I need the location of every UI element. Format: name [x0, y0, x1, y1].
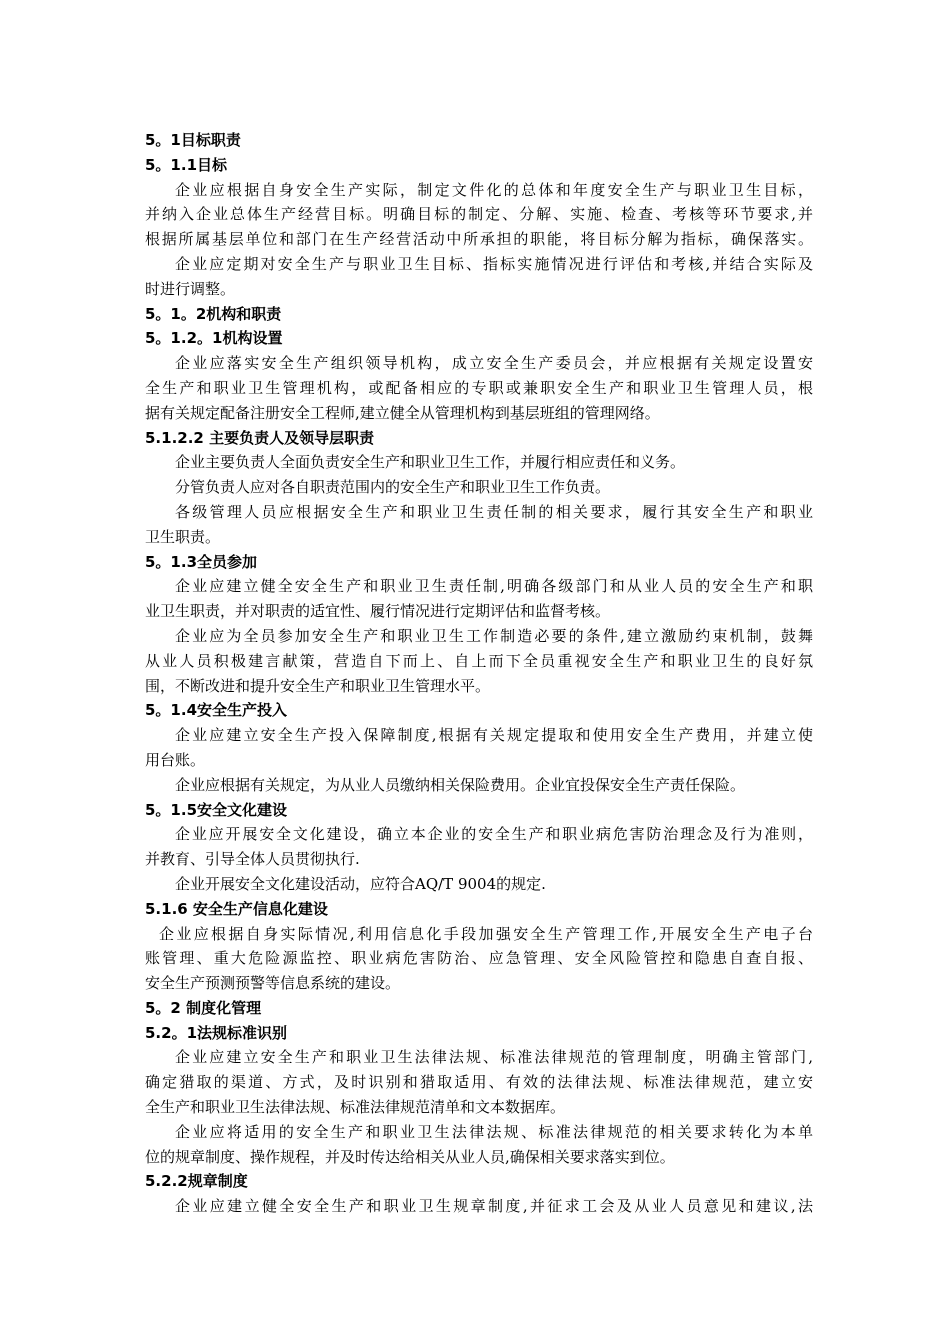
paragraph-line: 企业应建立安全生产投入保障制度,根据有关规定提取和使用安全生产费用，并建立使: [175, 726, 813, 745]
paragraph-line: 企业应根据有关规定，为从业人员缴纳相关保险费用。企业宜投保安全生产责任保险。: [175, 775, 746, 794]
paragraph-line: 企业应将适用的安全生产和职业卫生法律法规、标准法律规范的相关要求转化为本单: [175, 1122, 813, 1141]
section-heading: 5。1目标职责: [145, 131, 241, 149]
paragraph-line: 企业开展安全文化建设活动，应符合AQ/T 9004的规定.: [175, 874, 546, 893]
paragraph-line: 企业应建立健全安全生产和职业卫生责任制,明确各级部门和从业人员的安全生产和职: [175, 577, 813, 596]
paragraph-line: 企业应根据自身实际情况,利用信息化手段加强安全生产管理工作,开展安全生产电子台: [159, 924, 813, 943]
paragraph-line: 据有关规定配备注册安全工程师,建立健全从管理机构到基层班组的管理网络。: [145, 403, 660, 422]
paragraph-line: 企业应定期对安全生产与职业卫生目标、指标实施情况进行评估和考核,并结合实际及: [175, 254, 813, 273]
paragraph-line: 全生产和职业卫生法律法规、标准法律规范清单和文本数据库。: [145, 1098, 566, 1117]
paragraph-line: 并教育、引导全体人员贯彻执行.: [145, 850, 360, 869]
paragraph-line: 位的规章制度、操作规程，并及时传达给相关从业人员,确保相关要求落实到位。: [145, 1147, 675, 1166]
paragraph-line: 企业应落实安全生产组织领导机构，成立安全生产委员会，并应根据有关规定设置安: [175, 354, 813, 373]
paragraph-line: 企业应为全员参加安全生产和职业卫生工作制造必要的条件,建立激励约束机制，鼓舞: [175, 626, 813, 645]
paragraph-line: 业卫生职责，并对职责的适宜性、履行情况进行定期评估和监督考核。: [145, 602, 611, 621]
paragraph-line: 企业主要负责人全面负责安全生产和职业卫生工作，并履行相应责任和义务。: [175, 453, 686, 472]
paragraph-line: 并纳入企业总体生产经营目标。明确目标的制定、分解、实施、检查、考核等环节要求,并: [145, 205, 813, 224]
section-heading: 5。1。2机构和职责: [145, 304, 282, 323]
paragraph-line: 安全生产预测预警等信息系统的建设。: [145, 974, 401, 993]
section-heading: 5.1.6 安全生产信息化建设: [145, 899, 328, 918]
section-heading: 5。1.5安全文化建设: [145, 800, 288, 819]
paragraph-line: 账管理、重大危险源监控、职业病危害防治、应急管理、安全风险管控和隐患自查自报、: [145, 949, 813, 968]
paragraph-line: 全生产和职业卫生管理机构，或配备相应的专职或兼职安全生产和职业卫生管理人员，根: [145, 378, 813, 397]
section-heading: 5.2.2规章制度: [145, 1172, 248, 1191]
paragraph-line: 围，不断改进和提升安全生产和职业卫生管理水平。: [145, 676, 491, 695]
section-heading: 5。1.4安全生产投入: [145, 701, 288, 720]
section-heading: 5。1.2。1机构设置: [145, 329, 283, 348]
paragraph-line: 从业人员积极建言献策，营造自下而上、自上而下全员重视安全生产和职业卫生的良好氛: [145, 651, 813, 670]
paragraph-line: 确定猎取的渠道、方式，及时识别和猎取适用、有效的法律法规、标准法律规范，建立安: [145, 1073, 813, 1092]
section-heading: 5.2。1法规标准识别: [145, 1023, 288, 1042]
paragraph-line: 时进行调整。: [145, 279, 236, 298]
document-body: [145, 128, 813, 1219]
paragraph-line: 企业应开展安全文化建设，确立本企业的安全生产和职业病危害防治理念及行为准则，: [175, 825, 813, 844]
section-heading: 5。1.1目标: [145, 155, 228, 174]
paragraph-line: 企业应根据自身安全生产实际，制定文件化的总体和年度安全生产与职业卫生目标，: [175, 180, 813, 199]
paragraph-line: 企业应建立安全生产和职业卫生法律法规、标准法律规范的管理制度，明确主管部门,: [175, 1048, 813, 1067]
paragraph-line: 卫生职责。: [145, 527, 221, 546]
paragraph-line: 分管负责人应对各自职责范围内的安全生产和职业卫生工作负责。: [175, 478, 611, 497]
section-heading: 5。2 制度化管理: [145, 998, 262, 1017]
paragraph-line: 企业应建立健全安全生产和职业卫生规章制度,并征求工会及从业人员意见和建议,法: [175, 1197, 813, 1216]
section-heading: 5.1.2.2 主要负责人及领导层职责: [145, 428, 375, 447]
paragraph-line: 根据所属基层单位和部门在生产经营活动中所承担的职能，将目标分解为指标，确保落实。: [145, 230, 813, 249]
paragraph-line: 各级管理人员应根据安全生产和职业卫生责任制的相关要求，履行其安全生产和职业: [175, 502, 813, 521]
paragraph-line: 用台账。: [145, 750, 206, 769]
section-heading: 5。1.3全员参加: [145, 552, 258, 571]
